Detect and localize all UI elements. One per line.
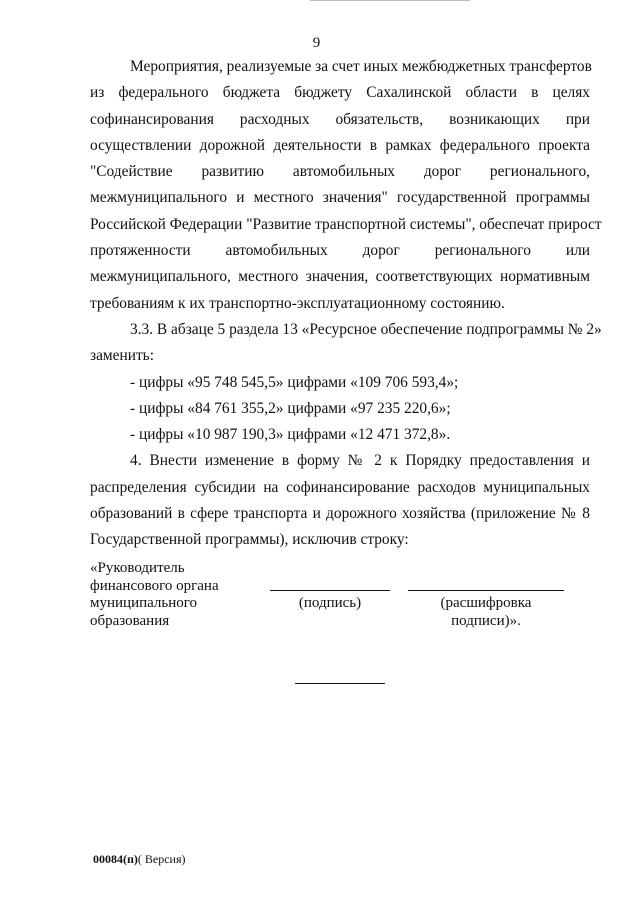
text-line: софинансирования расходных обязательств, возникающих при	[90, 110, 590, 128]
signature-row	[90, 560, 590, 630]
text-line: "Содействие развитию автомобильных дорог регионального,	[90, 163, 590, 181]
end-of-text-rule	[295, 683, 385, 684]
list-item: - цифры «10 987 190,3» цифрами «12 471 372,8».	[130, 426, 451, 444]
text-line: осуществлении дорожной деятельности в рамках федерального проекта	[90, 136, 590, 154]
text-line: образований в сфере транспорта и дорожного хозяйства (приложение № 8	[90, 505, 590, 523]
text-line: 4. Внести изменение в форму № 2 к Порядку предоставления и	[130, 452, 590, 470]
document-version: ( Версия)	[137, 852, 186, 866]
text-line: заменить:	[90, 347, 154, 365]
document-code: 00084(п)	[93, 852, 138, 866]
signatory-role-line: муниципального	[90, 595, 198, 611]
paragraph-measures	[90, 54, 602, 317]
text-line: распределения субсидии на софинансирование расходов муниципальных	[90, 478, 590, 496]
text-line: Российской Федерации "Развитие транспортной системы", обеспечат прирост	[90, 215, 602, 233]
text-line: межмуниципального, местного значения, соответствующих нормативным	[90, 268, 590, 286]
text-line: требованиям к их транспортно-эксплуатационному состоянию.	[90, 294, 505, 312]
signature-caption	[270, 595, 390, 613]
text-line: Государственной программы), исключив строку:	[90, 531, 409, 549]
signatory-role-line: образования	[90, 612, 170, 629]
text-line: протяженности автомобильных дорог регионального или	[90, 242, 590, 260]
signature-line	[270, 590, 390, 591]
signatory-role	[90, 560, 260, 630]
text-line: межмуниципального и местного значения" государственной программы	[90, 189, 590, 207]
paragraph-amendment-3-3	[90, 317, 602, 370]
text-line: 3.3. В абзаце 5 раздела 13 «Ресурсное обеспечение подпрограммы № 2»	[130, 320, 602, 338]
signature-decoding-line	[408, 590, 564, 591]
text-line: Мероприятия, реализуемые за счет иных межбюджетных трансфертов	[130, 58, 592, 75]
document-footer	[93, 852, 186, 867]
text-line: из федерального бюджета бюджету Сахалинской области в целях	[90, 84, 590, 102]
signatory-role-line: финансового органа	[90, 577, 219, 594]
replacement-list	[90, 370, 590, 449]
list-item: - цифры «95 748 545,5» цифрами «109 706 593,4»;	[130, 373, 459, 391]
signature-caption-line: (подпись)	[298, 595, 362, 611]
signatory-role-line: «Руководитель	[90, 560, 185, 576]
document-body	[90, 54, 602, 554]
signature-decoding-caption	[408, 595, 564, 630]
list-item: - цифры «84 761 355,2» цифрами «97 235 220,6»;	[130, 399, 451, 417]
signature-decoding-caption-line: (расшифровка	[440, 595, 532, 611]
page-number: 9	[312, 35, 321, 51]
top-edge-rule	[310, 0, 470, 1]
paragraph-amendment-4	[90, 448, 590, 553]
signature-decoding-caption-line: подписи)».	[451, 612, 521, 629]
